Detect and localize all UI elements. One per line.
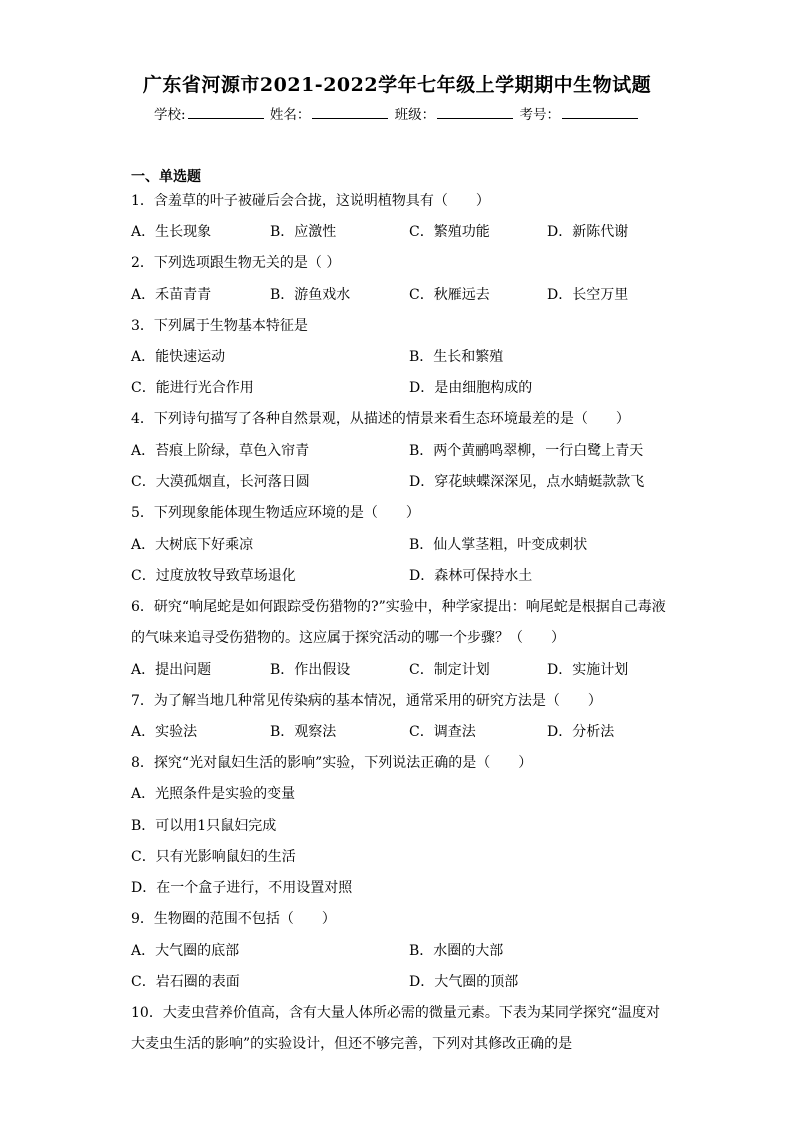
question-6-stem-line-1: 6．研究“响尾蛇是如何跟踪受伤猎物的?”实验中，种学家提出：响尾蛇是根据自己毒液 xyxy=(131,599,666,615)
question-10-stem-line-2: 大麦虫生活的影响”的实验设计，但还不够完善，下列对其修改正确的是 xyxy=(131,1036,573,1052)
question-9-option-a: A．大气圈的底部 xyxy=(131,943,240,959)
question-9-stem: 9．生物圈的范围不包括（ ） xyxy=(131,911,336,927)
question-5-option-c: C．过度放牧导致草场退化 xyxy=(131,568,296,584)
question-3-stem: 3．下列属于生物基本特征是 xyxy=(131,318,308,334)
question-7-stem: 7．为了解当地几种常见传染病的基本情况，通常采用的研究方法是（ ） xyxy=(131,693,602,709)
question-5-option-a: A．大树底下好乘凉 xyxy=(131,537,254,553)
question-5-option-b: B．仙人掌茎粗，叶变成刺状 xyxy=(409,537,588,553)
question-6-stem-line-2: 的气味来追寻受伤猎物的。这应属于探究活动的哪一个步骤？（ ） xyxy=(131,630,565,646)
question-7-option-b: B．观察法 xyxy=(270,724,337,740)
question-6-option-c: C．制定计划 xyxy=(409,662,490,678)
question-2-stem: 2．下列选项跟生物无关的是（ ） xyxy=(131,255,341,271)
question-8-option-b: B．可以用1只鼠妇完成 xyxy=(131,818,277,834)
name-label: 姓名： xyxy=(269,107,311,123)
exam-number-label: 考号： xyxy=(519,107,560,123)
question-3-option-b: B．生长和繁殖 xyxy=(409,349,504,365)
question-1-option-c: C．繁殖功能 xyxy=(409,224,490,240)
student-info-row xyxy=(0,103,794,123)
question-7-option-a: A．实验法 xyxy=(131,724,198,740)
question-3-option-a: A．能快速运动 xyxy=(131,349,226,365)
question-9-option-c: C．岩石圈的表面 xyxy=(131,974,240,990)
question-1-option-b: B．应激性 xyxy=(270,224,337,240)
question-10-stem-line-1: 10．大麦虫营养价值高，含有大量人体所必需的微量元素。下表为某同学探究“温度对 xyxy=(131,1005,660,1021)
question-2-option-b: B．游鱼戏水 xyxy=(270,287,351,303)
question-6-option-b: B．作出假设 xyxy=(270,662,351,678)
question-6-option-a: A．提出问题 xyxy=(131,662,212,678)
section-heading: 一、单选题 xyxy=(131,169,201,185)
question-1-stem: 1．含羞草的叶子被碰后会合拢，这说明植物具有（ ） xyxy=(131,193,490,209)
question-8-option-d: D．在一个盒子进行，不用设置对照 xyxy=(131,880,353,896)
question-2-option-c: C．秋雁远去 xyxy=(409,287,490,303)
question-5-option-d: D．森林可保持水土 xyxy=(409,568,533,584)
question-2-option-a: A．禾苗青青 xyxy=(131,287,212,303)
question-9-option-d: D．大气圈的顶部 xyxy=(409,974,519,990)
question-7-option-d: D．分析法 xyxy=(547,724,615,740)
question-3-option-c: C．能进行光合作用 xyxy=(131,380,254,396)
question-9-option-b: B．水圈的大部 xyxy=(409,943,504,959)
school-blank xyxy=(188,104,264,119)
exam-number-blank xyxy=(562,104,638,119)
question-1-option-d: D．新陈代谢 xyxy=(547,224,629,240)
question-4-stem: 4．下列诗句描写了各种自然景观，从描述的情景来看生态环境最差的是（ ） xyxy=(131,411,630,427)
class-label: 班级： xyxy=(394,107,436,123)
question-5-stem: 5．下列现象能体现生物适应环境的是（ ） xyxy=(131,505,420,521)
school-label: 学校: xyxy=(154,107,186,123)
class-blank xyxy=(437,104,513,119)
question-2-option-d: D．长空万里 xyxy=(547,287,629,303)
question-8-option-c: C．只有光影响鼠妇的生活 xyxy=(131,849,296,865)
question-8-stem: 8．探究“光对鼠妇生活的影响”实验，下列说法正确的是（ ） xyxy=(131,755,533,771)
question-7-option-c: C．调查法 xyxy=(409,724,476,740)
question-1-option-a: A．生长现象 xyxy=(131,224,212,240)
question-4-option-a: A．苔痕上阶绿，草色入帘青 xyxy=(131,443,310,459)
page-title: 广东省河源市2021-2022学年七年级上学期期中生物试题 xyxy=(142,74,652,96)
question-8-option-a: A．光照条件是实验的变量 xyxy=(131,786,296,802)
question-6-option-d: D．实施计划 xyxy=(547,662,629,678)
question-3-option-d: D．是由细胞构成的 xyxy=(409,380,533,396)
question-4-option-b: B．两个黄鹂鸣翠柳，一行白鹭上青天 xyxy=(409,443,644,459)
question-4-option-c: C．大漠孤烟直，长河落日圆 xyxy=(131,474,310,490)
question-4-option-d: D．穿花蛱蝶深深见，点水蜻蜓款款飞 xyxy=(409,474,645,490)
name-blank xyxy=(312,104,388,119)
